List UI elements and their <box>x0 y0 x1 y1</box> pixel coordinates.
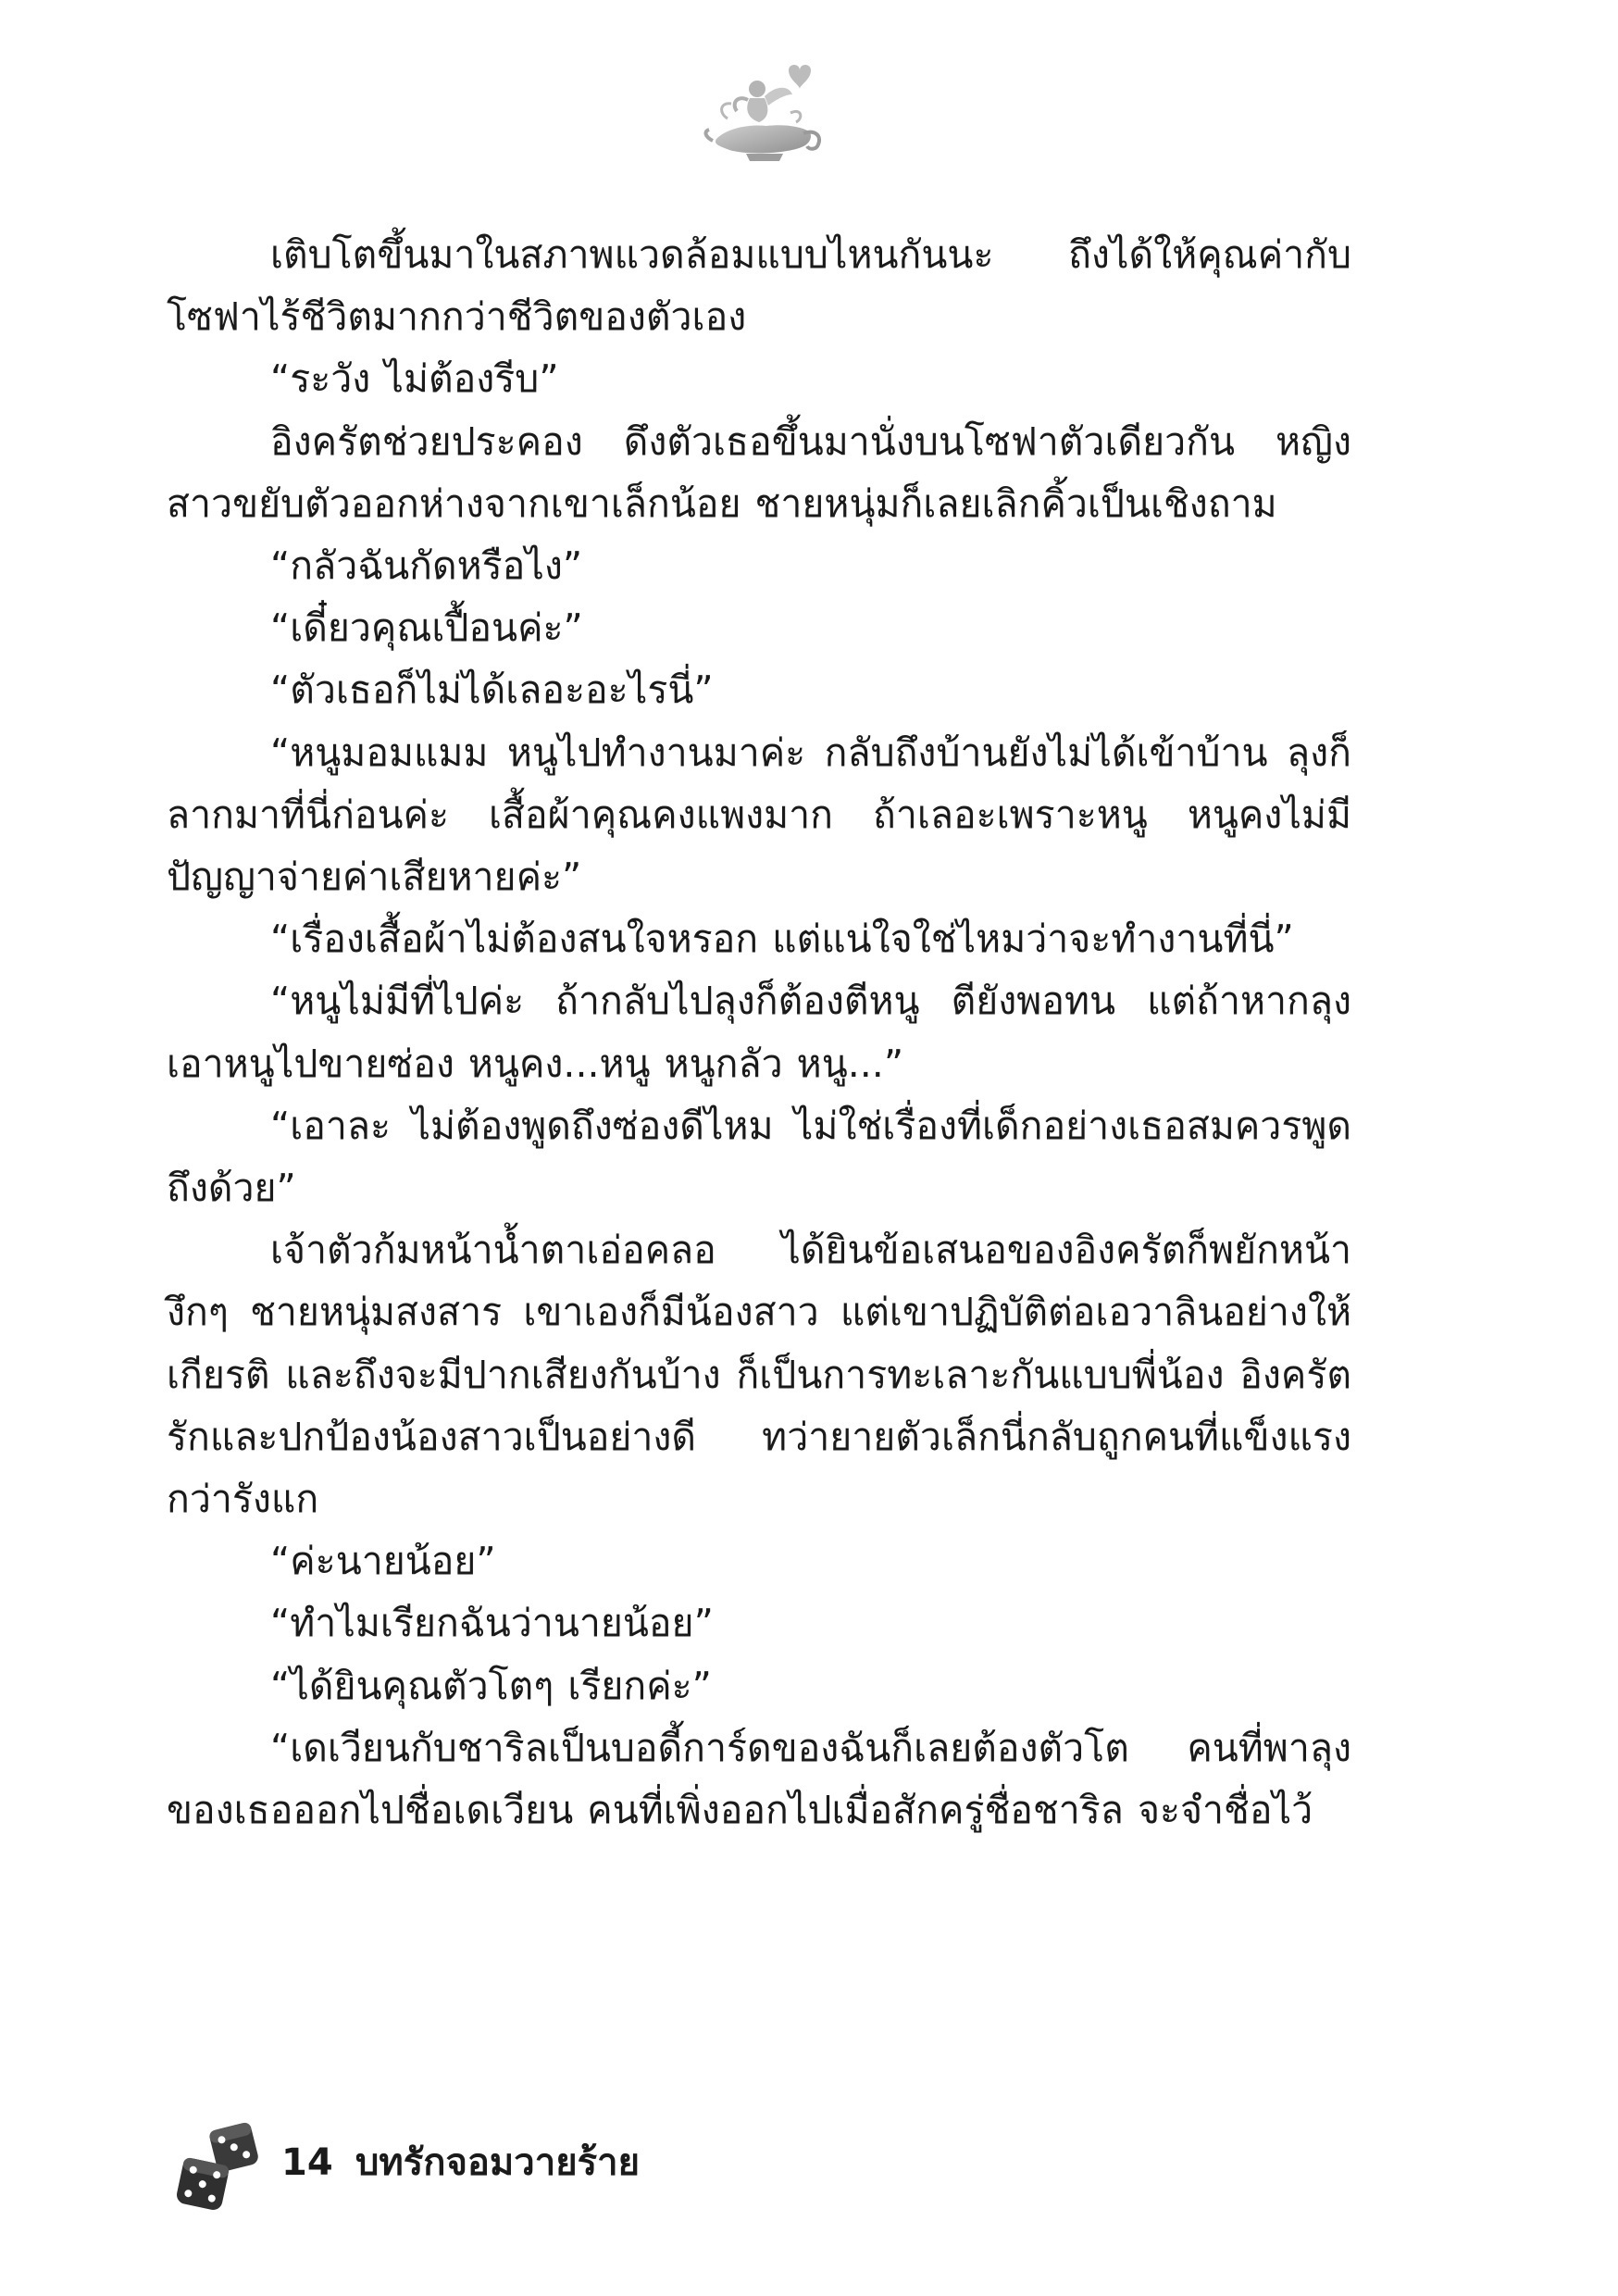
teapot-cupid-ornament-icon <box>700 57 829 168</box>
paragraph: เติบโตขึ้นมาในสภาพแวดล้อมแบบไหนกันนะ ถึงได้ให้คุณค่ากับโซฟาไร้ชีวิตมากกว่าชีวิตของตัวเอง <box>167 232 1351 340</box>
paragraph: “เดี๋ยวคุณเปื้อนค่ะ” <box>270 605 583 651</box>
paragraph: “ทำไมเรียกฉันว่านายน้อย” <box>270 1601 714 1646</box>
paragraph: “หนูมอมแมม หนูไปทำงานมาค่ะ กลับถึงบ้านยังไม่ได้เข้าบ้าน ลุงก็ลากมาที่นี่ก่อนค่ะ เสื้อผ้าคุณคงแพงมาก ถ้าเลอะเพราะหนู หนูคงไม่มีปัญญาจ่ายค่าเสียหายค่ะ” <box>167 730 1351 900</box>
dice-icon <box>170 2116 267 2213</box>
paragraph: “เดเวียนกับชาริลเป็นบอดี้การ์ดของฉันก็เลยต้องตัวโต คนที่พาลุงของเธอออกไปชื่อเดเวียน คนที่เพิ่งออกไปเมื่อสักครู่ชื่อชาริล จะจำชื่อไว้ <box>167 1725 1351 1833</box>
page-number: 14 <box>281 2141 333 2184</box>
paragraph: “หนูไม่มีที่ไปค่ะ ถ้ากลับไปลุงก็ต้องตีหนู ตียังพอทน แต่ถ้าหากลุงเอาหนูไปขายซ่อง หนูคง...หนู หนูกลัว หนู...” <box>167 979 1351 1086</box>
paragraph: “ระวัง ไม่ต้องรีบ” <box>270 356 559 402</box>
paragraph: “เรื่องเสื้อผ้าไม่ต้องสนใจหรอก แต่แน่ใจใช่ไหมว่าจะทำงานที่นี่” <box>270 917 1294 962</box>
page-footer <box>170 2116 1003 2218</box>
paragraph: เจ้าตัวก้มหน้าน้ำตาเอ่อคลอ ได้ยินข้อเสนอของอิงครัตก็พยักหน้างึกๆ ชายหนุ่มสงสาร เขาเองก็มีน้องสาว แต่เขาปฏิบัติต่อเอวาลินอย่างให้เกียรติ และถึงจะมีปากเสียงกันบ้าง ก็เป็นการทะเลาะกันแบบพี่น้อง อิงครัตรักและปกป้องน้องสาวเป็นอย่างดี ทว่ายายตัวเล็กนี่กลับถูกคนที่แข็งแรงกว่ารังแก <box>167 1228 1351 1522</box>
paragraph: “ค่ะนายน้อย” <box>270 1539 496 1584</box>
paragraph: “กลัวฉันกัดหรือไง” <box>270 543 583 589</box>
paragraph: อิงครัตช่วยประคอง ดึงตัวเธอขึ้นมานั่งบนโซฟาตัวเดียวกัน หญิงสาวขยับตัวออกห่างจากเขาเล็กน้อย ชายหนุ่มก็เลยเลิกคิ้วเป็นเชิงถาม <box>167 418 1351 526</box>
body-text <box>167 224 1351 1841</box>
book-title: บทรักจอมวายร้าย <box>355 2141 641 2184</box>
paragraph: “ได้ยินคุณตัวโตๆ เรียกค่ะ” <box>270 1663 712 1708</box>
paragraph: “เอาละ ไม่ต้องพูดถึงซ่องดีไหม ไม่ใช่เรื่องที่เด็กอย่างเธอสมควรพูดถึงด้วย” <box>167 1103 1351 1211</box>
paragraph: “ตัวเธอก็ไม่ได้เลอะอะไรนี่” <box>270 668 714 713</box>
